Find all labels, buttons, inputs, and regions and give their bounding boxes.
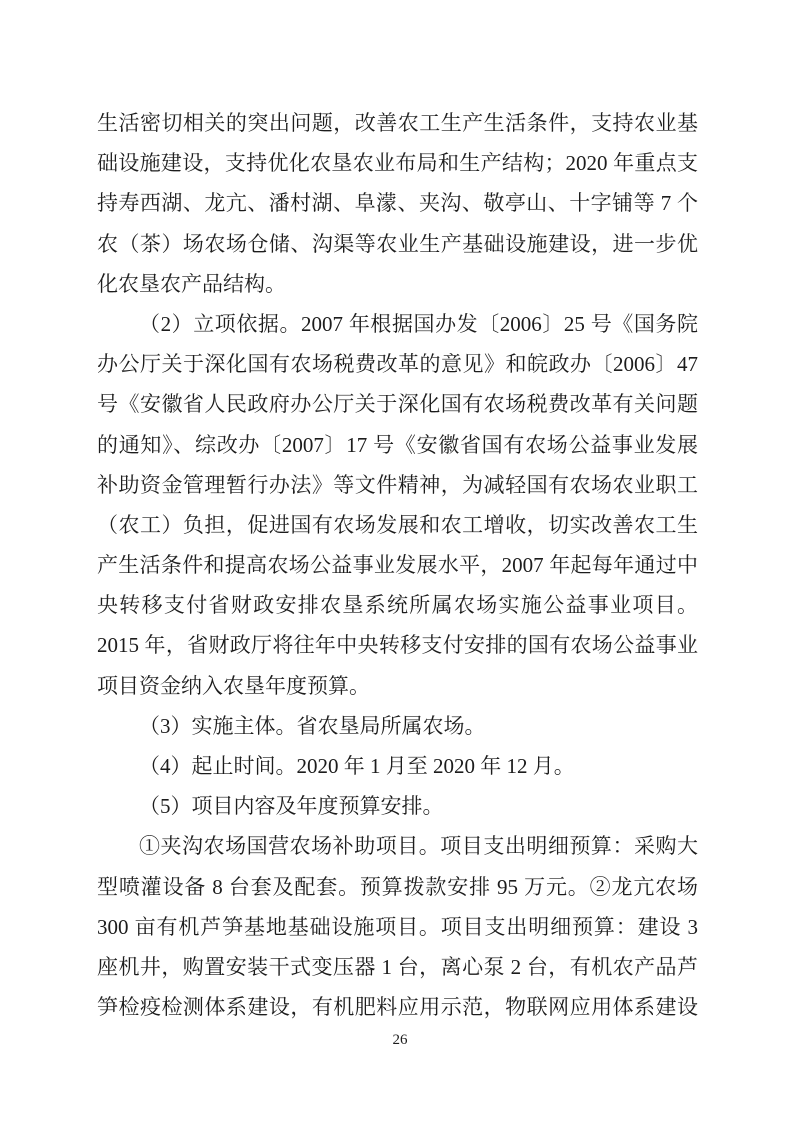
text-line: 办公厅关于深化国有农场税费改革的意见》和皖政办〔2006〕47 (97, 352, 698, 377)
text-line paragraph-start: （5）项目内容及年度预算安排。 (139, 794, 444, 819)
text-line paragraph-start: （3）实施主体。省农垦局所属农场。 (139, 713, 486, 738)
text-line: 的通知》、综改办〔2007〕17 号《安徽省国有农场公益事业发展 (97, 432, 698, 457)
text-line: （农工）负担，促进国有农场发展和农工增收，切实改善农工生 (97, 512, 698, 537)
text-line paragraph-start: ①夹沟农场国营农场补助项目。项目支出明细预算：采购大 (139, 834, 698, 859)
text-line paragraph-end: 化农垦农产品结构。 (97, 271, 286, 296)
text-line paragraph-start: （4）起止时间。2020 年 1 月至 2020 年 12 月。 (139, 754, 575, 778)
text-line: 生活密切相关的突出问题，改善农工生产生活条件，支持农业基 (97, 111, 698, 135)
text-line: 央转移支付省财政安排农垦系统所属农场实施公益事业项目。 (97, 593, 698, 618)
page-number: 26 (392, 1032, 408, 1048)
text-line paragraph-start: （2）立项依据。2007 年根据国办发〔2006〕25 号《国务院 (139, 311, 698, 336)
text-line: 产生活条件和提高农场公益事业发展水平，2007 年起每年通过中 (97, 553, 698, 578)
text-line: 笋检疫检测体系建设，有机肥料应用示范，物联网应用体系建设 (97, 995, 698, 1020)
text-line: 农（茶）场农场仓储、沟渠等农业生产基础设施建设，进一步优 (97, 231, 698, 256)
text-line: 型喷灌设备 8 台套及配套。预算拨款安排 95 万元。②龙亢农场 (97, 874, 698, 899)
text-line paragraph-end: 项目资金纳入农垦年度预算。 (97, 673, 370, 698)
text-line: 础设施建设，支持优化农垦农业布局和生产结构；2020 年重点支 (97, 151, 698, 176)
text-line: 座机井，购置安装干式变压器 1 台，离心泵 2 台，有机农产品芦 (97, 954, 698, 979)
text-line: 2015 年，省财政厅将往年中央转移支付安排的国有农场公益事业 (97, 633, 698, 658)
text-line: 300 亩有机芦笋基地基础设施项目。项目支出明细预算：建设 3 (97, 914, 698, 939)
text-line: 补助资金管理暂行办法》等文件精神，为减轻国有农场农业职工 (97, 472, 698, 497)
document-body (97, 103, 698, 1027)
text-line: 持寿西湖、龙亢、潘村湖、阜濛、夹沟、敬亭山、十字铺等 7 个 (97, 191, 698, 216)
text-line: 号《安徽省人民政府办公厅关于深化国有农场税费改革有关问题 (97, 392, 698, 417)
